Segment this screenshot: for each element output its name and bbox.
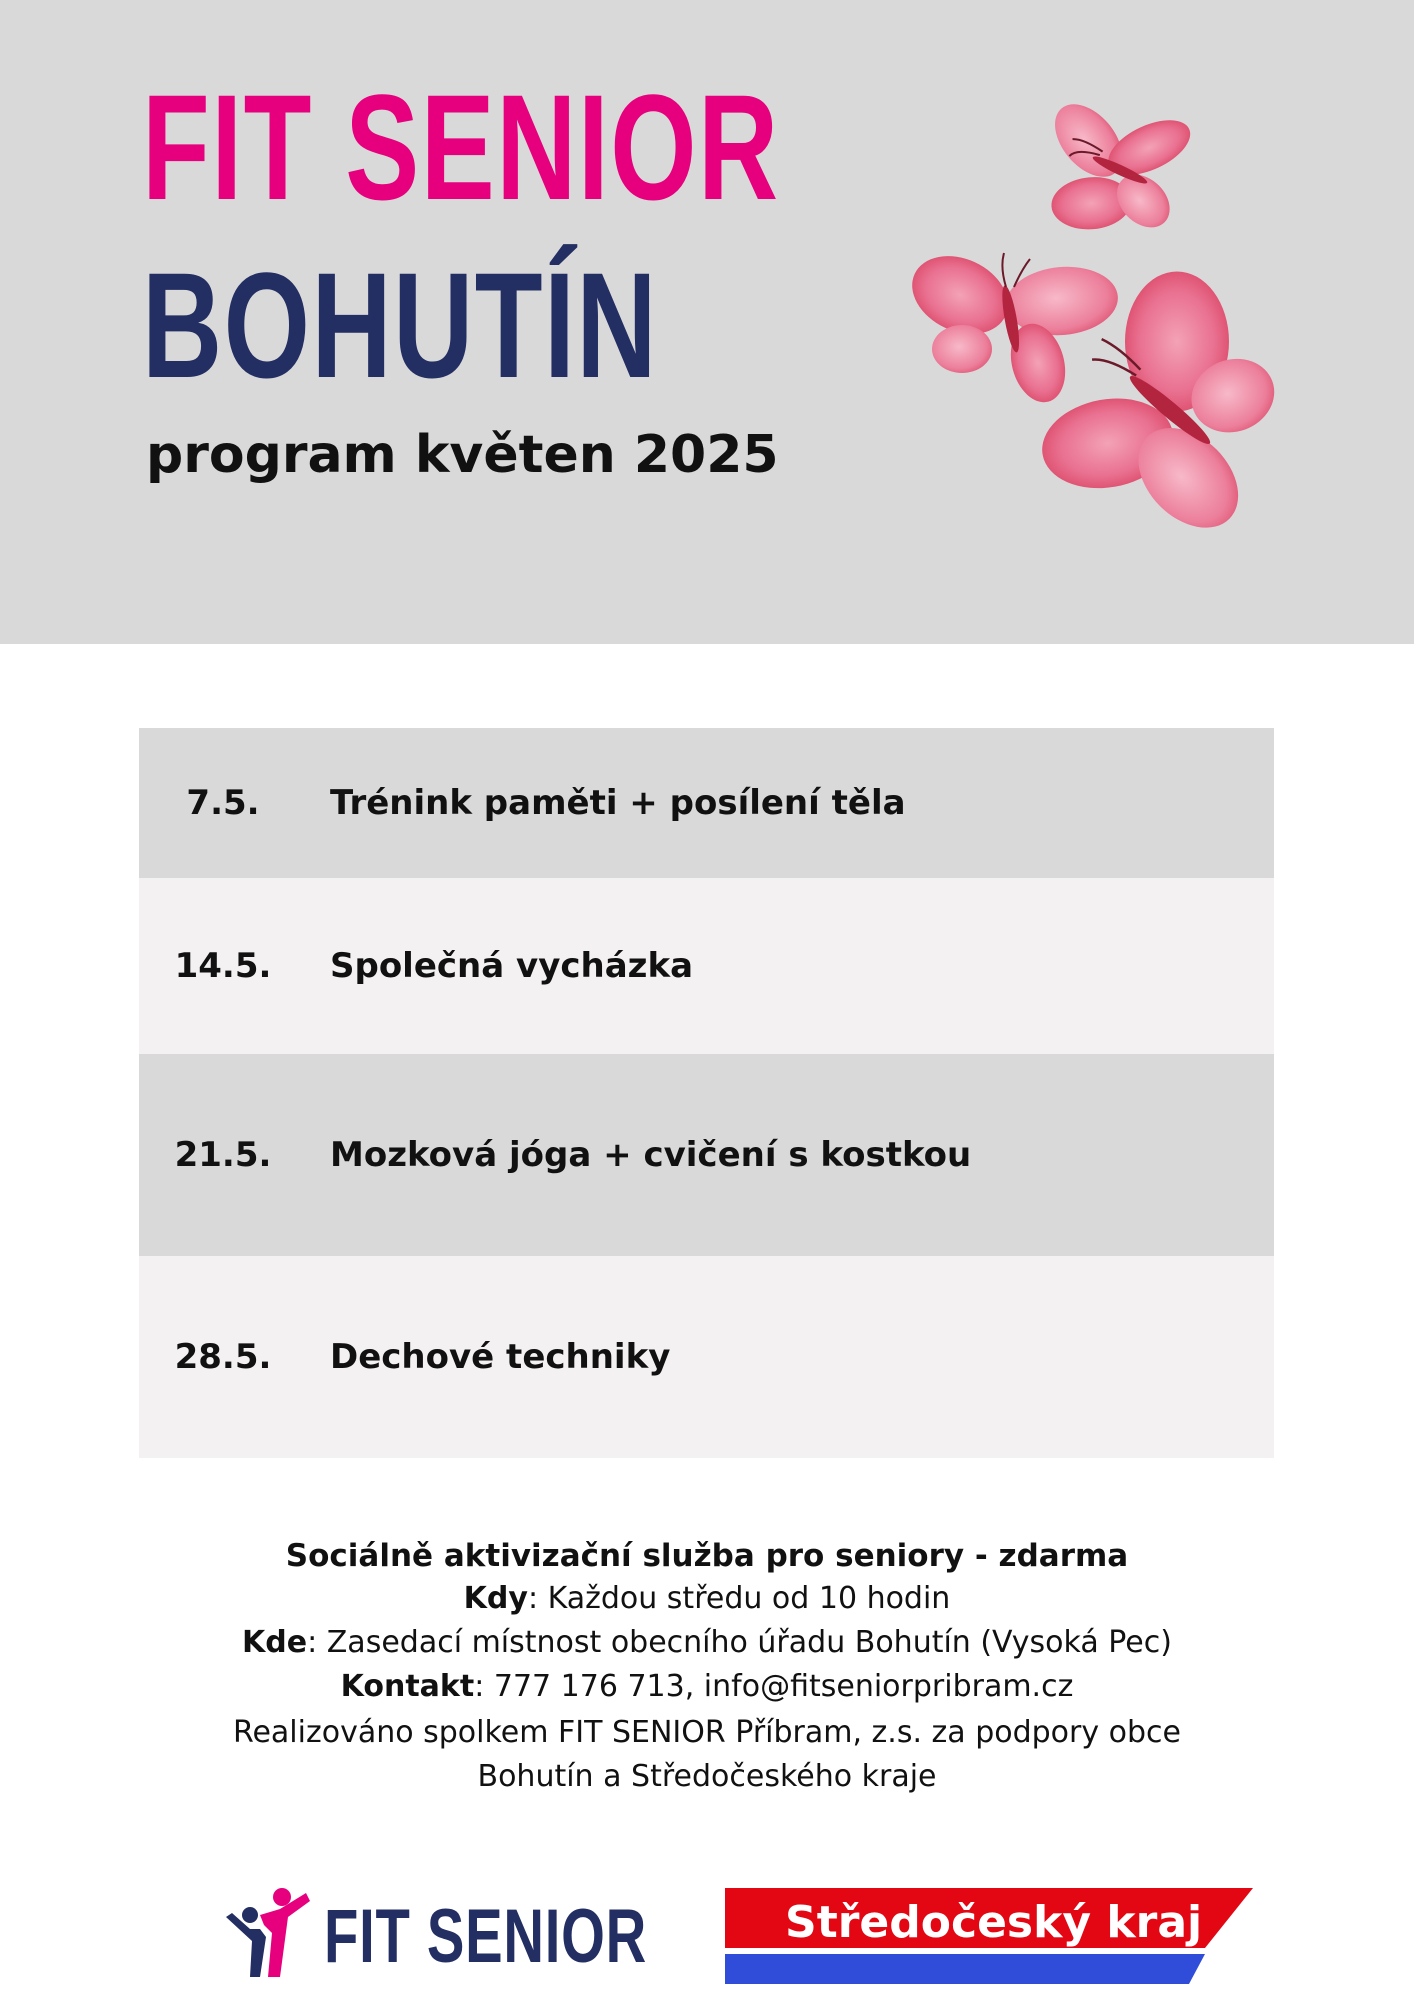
- schedule-table: [139, 728, 1274, 1458]
- table-row: [139, 1054, 1274, 1256]
- page-subtitle: program květen 2025: [146, 425, 779, 485]
- row-activity: Dechové techniky: [330, 1337, 671, 1377]
- when-line: [100, 1577, 1314, 1621]
- row-date: 7.5.: [186, 783, 260, 823]
- butterfly-icon: [1005, 80, 1224, 273]
- when-value: : Každou středu od 10 hodin: [527, 1581, 951, 1616]
- butterfly-icon: [900, 241, 1121, 408]
- page-title-line1: FIT SENIOR: [142, 63, 780, 231]
- butterflies-illustration: [900, 80, 1320, 540]
- where-label: Kde: [242, 1625, 308, 1660]
- row-date: 21.5.: [174, 1135, 272, 1175]
- where-value: : Zasedací místnost obecního úřadu Bohutín (Vysoká Pec): [307, 1625, 1172, 1660]
- stredocesky-kraj-logo: [725, 1888, 1253, 1984]
- where-line: [100, 1621, 1314, 1665]
- kraj-logo-text: Středočeský kraj: [785, 1897, 1203, 1948]
- credit-line2: Bohutín a Středočeského kraje: [477, 1759, 937, 1794]
- person-figure-icon: [220, 1885, 320, 1985]
- when-label: Kdy: [463, 1581, 528, 1616]
- contact-label: Kontakt: [340, 1669, 475, 1704]
- row-date: 28.5.: [174, 1337, 272, 1377]
- row-activity: Trénink paměti + posílení těla: [330, 783, 906, 823]
- row-date: 14.5.: [174, 946, 272, 986]
- page-title-line2: BOHUTÍN: [142, 241, 658, 409]
- table-row: [139, 1256, 1274, 1458]
- credit-line1: Realizováno spolkem FIT SENIOR Příbram, z.s. za podpory obce: [232, 1715, 1182, 1750]
- fit-senior-logo: [220, 1885, 647, 1985]
- fit-senior-logo-text: FIT SENIOR: [324, 1894, 647, 1979]
- table-row: [139, 878, 1274, 1054]
- row-activity: Společná vycházka: [330, 946, 694, 986]
- info-section: [100, 1535, 1314, 1799]
- contact-value: : 777 176 713, info@fitseniorpribram.cz: [474, 1669, 1074, 1704]
- contact-line: [100, 1665, 1314, 1709]
- header-banner: [0, 0, 1414, 644]
- table-row: [139, 728, 1274, 878]
- row-activity: Mozková jóga + cvičení s kostkou: [330, 1135, 972, 1175]
- service-description: Sociálně aktivizační služba pro seniory - zdarma: [285, 1538, 1129, 1574]
